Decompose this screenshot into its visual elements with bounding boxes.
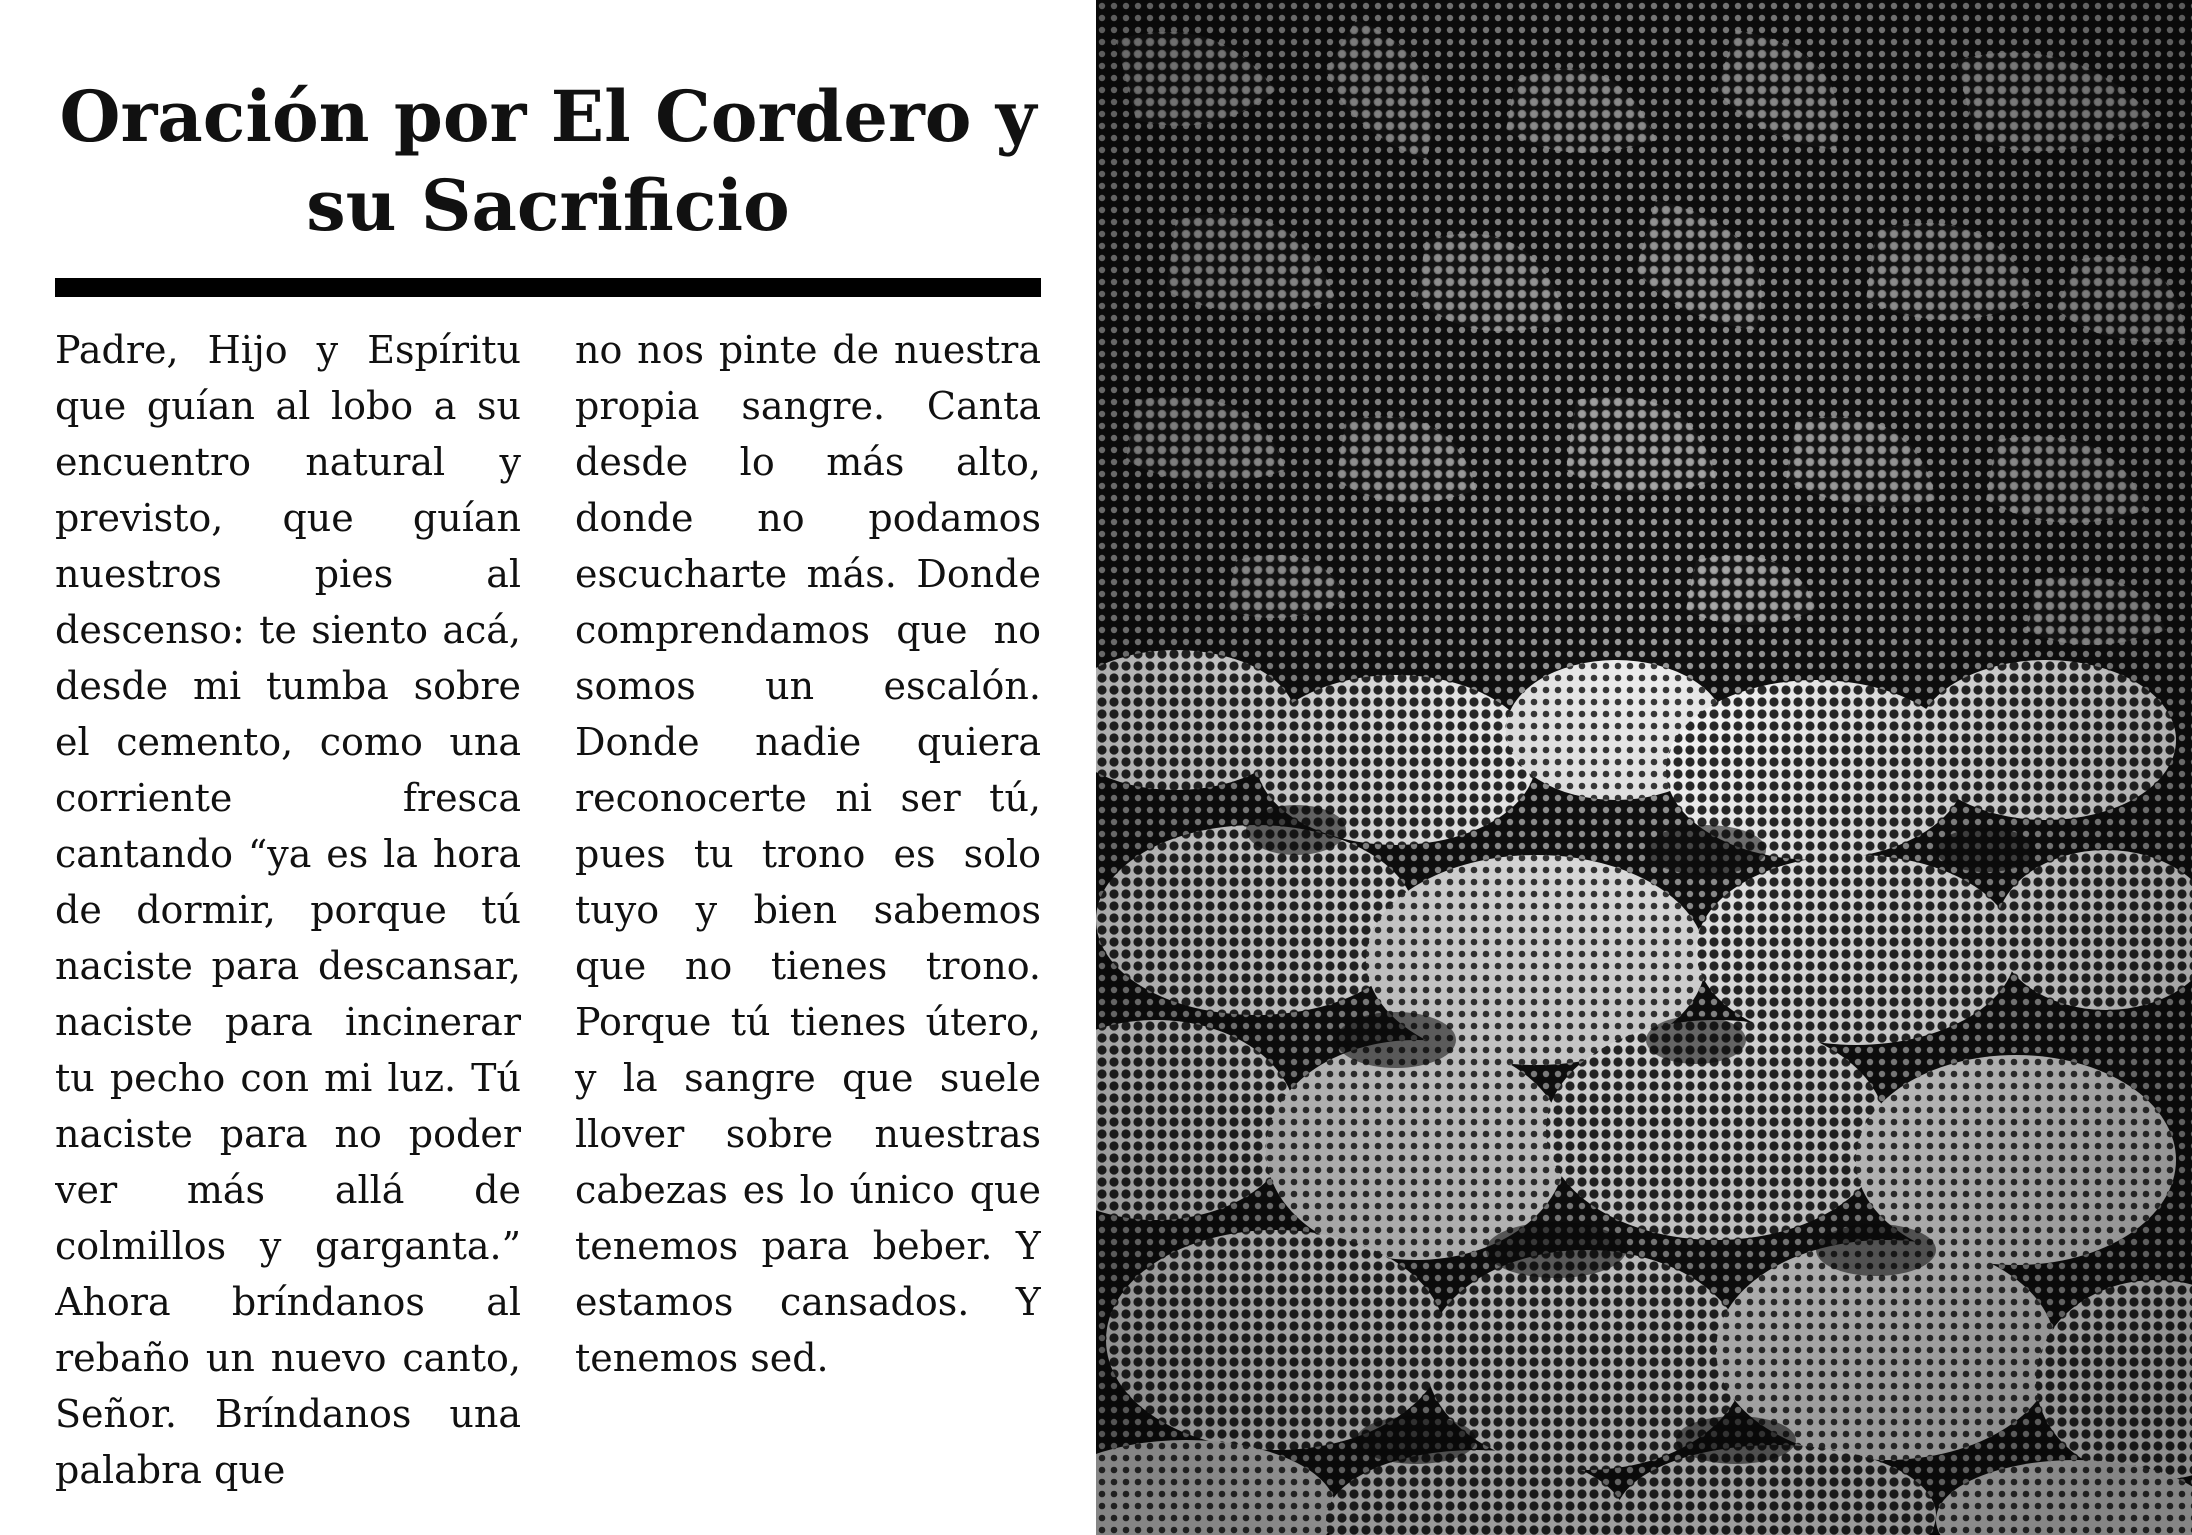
body-column-right: no nos pinte de nuestra propia sangre. Canta desde lo más alto, donde no podamos escucharte más. Donde comprendamos que no somos un escalón. Donde nadie quiera reconocerte ni ser tú, pues tu trono es solo tuyo y bien sabemos que no tienes trono. Porque tú tienes útero, y la sangre que suele llover sobre nuestras cabezas es lo único que tenemos para beber. Y estamos cansados. Y tenemos sed. (575, 328, 1041, 1380)
halftone-photo (1096, 0, 2192, 1535)
body-column-left: Padre, Hijo y Espíritu que guían al lobo a su encuentro natural y previsto, que guían nuestros pies al descenso: te siento acá, desde mi tumba sobre el cemento, como una corriente fresca cantando “ya es la hora de dormir, porque tú naciste para descansar, naciste para incinerar tu pecho con mi luz. Tú naciste para no poder ver más allá de colmillos y garganta.” Ahora bríndanos al rebaño un nuevo canto, Señor. Bríndanos una palabra que (55, 328, 521, 1492)
halftone-photo-icon (1096, 0, 2192, 1535)
document-title: Oración por El Cordero y su Sacrificio (59, 75, 1037, 247)
title-rule (55, 278, 1041, 297)
